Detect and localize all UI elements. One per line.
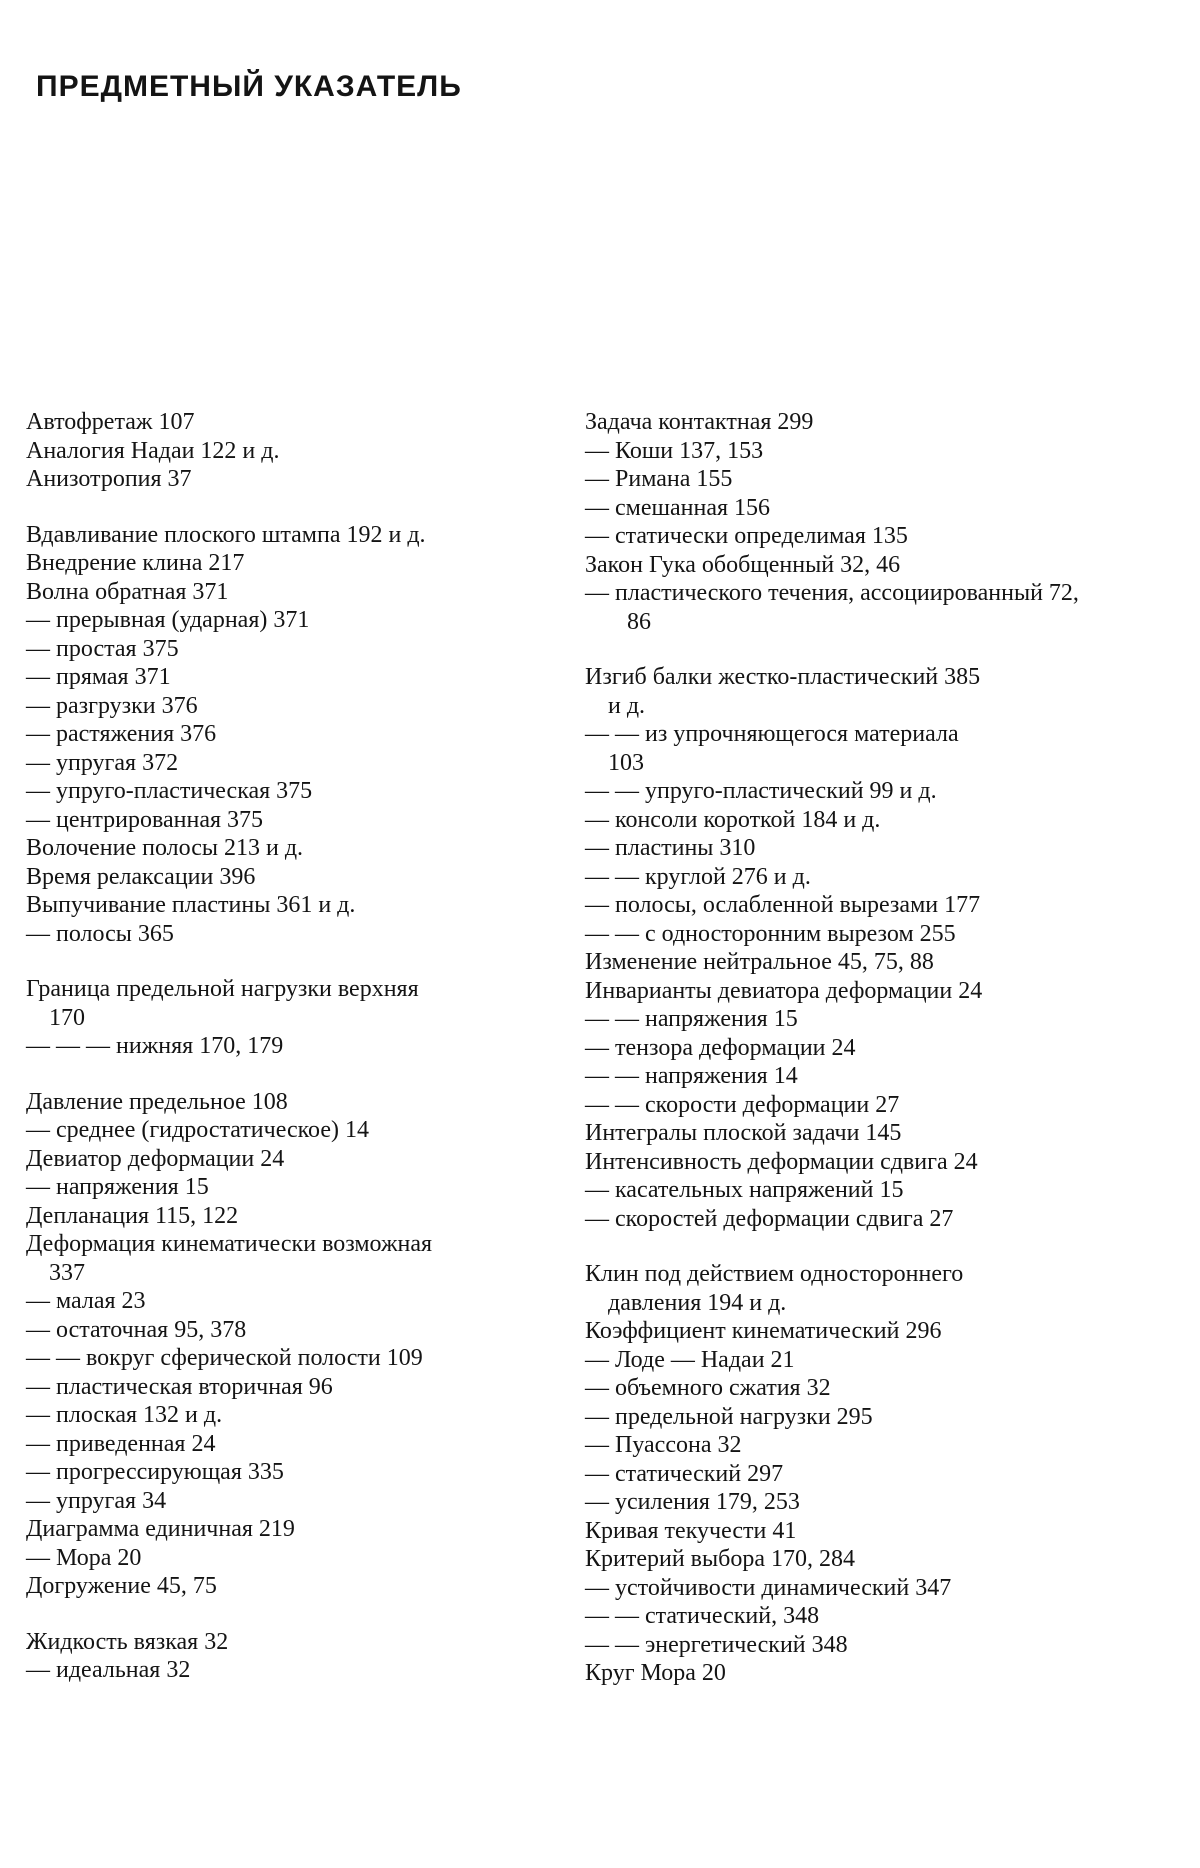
index-entry: Волочение полосы 213 и д. bbox=[26, 835, 304, 861]
index-entry-continuation: 103 bbox=[608, 749, 644, 776]
index-entry: — идеальная 32 bbox=[26, 1657, 191, 1683]
index-entry: — полосы, ослабленной вырезами 177 bbox=[585, 892, 981, 918]
index-entry: — предельной нагрузки 295 bbox=[585, 1403, 873, 1430]
index-entry: Интенсивность деформации сдвига 24 bbox=[585, 1148, 978, 1175]
index-entry: — — напряжения 14 bbox=[585, 1063, 798, 1089]
index-entry: — среднее (гидростатическое) 14 bbox=[26, 1117, 369, 1143]
index-entry: Граница предельной нагрузки верхняя bbox=[26, 976, 419, 1002]
index-entry: — усиления 179, 253 bbox=[585, 1489, 800, 1515]
index-entry-continuation: давления 194 и д. bbox=[608, 1289, 787, 1316]
index-entry: — Пуассона 32 bbox=[585, 1432, 742, 1458]
index-entry: Изменение нейтральное 45, 75, 88 bbox=[585, 949, 934, 975]
index-entry: Внедрение клина 217 bbox=[26, 550, 245, 576]
index-group-i bbox=[585, 663, 1105, 1233]
index-entry: — статически определимая 135 bbox=[585, 523, 908, 549]
index-entry: — разгрузки 376 bbox=[26, 692, 198, 719]
index-entry: Жидкость вязкая 32 bbox=[26, 1628, 229, 1655]
index-entry: — — напряжения 15 bbox=[585, 1006, 798, 1032]
index-entry: — консоли короткой 184 и д. bbox=[585, 806, 881, 833]
index-entry: — — упруго-пластический 99 и д. bbox=[585, 778, 937, 804]
index-entry: — пластического течения, ассоциированный 72, 86 bbox=[585, 580, 1079, 635]
index-entry: — остаточная 95, 378 bbox=[26, 1316, 247, 1343]
index-entry: — упруго-пластическая 375 bbox=[26, 778, 313, 804]
index-entry: — напряжения 15 bbox=[26, 1174, 209, 1200]
index-entry: Время релаксации 396 bbox=[26, 863, 256, 890]
index-entry: — плоская 132 и д. bbox=[26, 1402, 223, 1428]
index-entry: — прогрессирующая 335 bbox=[26, 1459, 284, 1485]
index-entry: — растяжения 376 bbox=[26, 721, 217, 747]
index-entry: Волна обратная 371 bbox=[26, 578, 229, 605]
index-entry: — смешанная 156 bbox=[585, 494, 771, 521]
index-entry: Критерий выбора 170, 284 bbox=[585, 1546, 855, 1572]
index-entry: Анизотропия 37 bbox=[26, 466, 192, 492]
index-column-right bbox=[585, 408, 1105, 1715]
index-entry: — пластическая вторичная 96 bbox=[26, 1373, 333, 1400]
index-entry: Клин под действием одностороннего bbox=[585, 1261, 964, 1287]
index-entry: Догружение 45, 75 bbox=[26, 1573, 217, 1599]
index-entry: Деформация кинематически возможная bbox=[26, 1231, 433, 1257]
index-entry: Диаграмма единичная 219 bbox=[26, 1516, 295, 1542]
index-group-zh bbox=[26, 1628, 566, 1685]
index-group-v bbox=[26, 521, 566, 949]
index-entry: — устойчивости динамический 347 bbox=[585, 1574, 952, 1601]
index-group-g bbox=[26, 975, 566, 1061]
index-column-left bbox=[26, 408, 566, 1712]
index-entry: — прерывная (ударная) 371 bbox=[26, 607, 310, 633]
index-entry: — Лоде — Надаи 21 bbox=[585, 1346, 795, 1373]
index-entry: — — — нижняя 170, 179 bbox=[26, 1033, 284, 1059]
index-entry: Коэффициент кинематический 296 bbox=[585, 1318, 942, 1344]
index-entry: — прямая 371 bbox=[26, 664, 171, 690]
index-entry: — пластины 310 bbox=[585, 835, 756, 861]
index-entry: — упругая 372 bbox=[26, 749, 179, 776]
index-entry-continuation: 337 bbox=[49, 1259, 85, 1286]
index-entry: Девиатор деформации 24 bbox=[26, 1145, 285, 1172]
index-entry: — — круглой 276 и д. bbox=[585, 863, 811, 890]
index-entry: — статический 297 bbox=[585, 1460, 784, 1487]
index-entry: Инварианты девиатора деформации 24 bbox=[585, 977, 983, 1004]
index-entry: Кривая текучести 41 bbox=[585, 1517, 797, 1544]
index-entry: — упругая 34 bbox=[26, 1487, 167, 1514]
index-entry: — — из упрочняющегося материала bbox=[585, 721, 959, 747]
index-group-a bbox=[26, 408, 566, 494]
index-entry: — Римана 155 bbox=[585, 466, 733, 492]
index-entry: — — статический, 348 bbox=[585, 1603, 820, 1629]
index-entry: — — скорости деформации 27 bbox=[585, 1091, 900, 1118]
index-entry: Круг Мора 20 bbox=[585, 1660, 726, 1686]
index-entry: — малая 23 bbox=[26, 1288, 146, 1314]
index-entry: Депланация 115, 122 bbox=[26, 1202, 239, 1229]
index-entry: — простая 375 bbox=[26, 635, 179, 662]
index-entry: Интегралы плоской задачи 145 bbox=[585, 1120, 902, 1146]
index-entry: Автофретаж 107 bbox=[26, 409, 195, 435]
index-group-d bbox=[26, 1088, 566, 1601]
index-entry: Давление предельное 108 bbox=[26, 1088, 288, 1115]
index-entry: Изгиб балки жестко-пластический 385 bbox=[585, 664, 981, 690]
index-entry: Выпучивание пластины 361 и д. bbox=[26, 892, 356, 918]
index-entry-continuation: 170 bbox=[49, 1004, 85, 1031]
index-entry: — касательных напряжений 15 bbox=[585, 1177, 904, 1203]
index-entry: — полосы 365 bbox=[26, 920, 174, 947]
index-entry: — центрированная 375 bbox=[26, 806, 264, 833]
index-entry: — Мора 20 bbox=[26, 1544, 142, 1571]
index-entry: — объемного сжатия 32 bbox=[585, 1375, 831, 1401]
index-entry: — приведенная 24 bbox=[26, 1430, 216, 1457]
index-entry: — тензора деформации 24 bbox=[585, 1034, 856, 1061]
index-entry: Вдавливание плоского штампа 192 и д. bbox=[26, 521, 426, 548]
index-entry: Аналогия Надаи 122 и д. bbox=[26, 437, 280, 464]
index-entry-continuation: и д. bbox=[608, 692, 646, 719]
page-title: ПРЕДМЕТНЫЙ УКАЗАТЕЛЬ bbox=[36, 70, 462, 103]
index-entry: — скоростей деформации сдвига 27 bbox=[585, 1205, 954, 1232]
index-group-z bbox=[585, 408, 1105, 636]
index-group-k bbox=[585, 1260, 1105, 1688]
index-entry: Задача контактная 299 bbox=[585, 409, 814, 435]
index-entry: — — вокруг сферической полости 109 bbox=[26, 1345, 423, 1371]
index-entry: Закон Гука обобщенный 32, 46 bbox=[585, 551, 901, 578]
index-entry: — — с односторонним вырезом 255 bbox=[585, 920, 956, 947]
index-entry: — Коши 137, 153 bbox=[585, 437, 764, 464]
index-entry: — — энергетический 348 bbox=[585, 1631, 848, 1658]
